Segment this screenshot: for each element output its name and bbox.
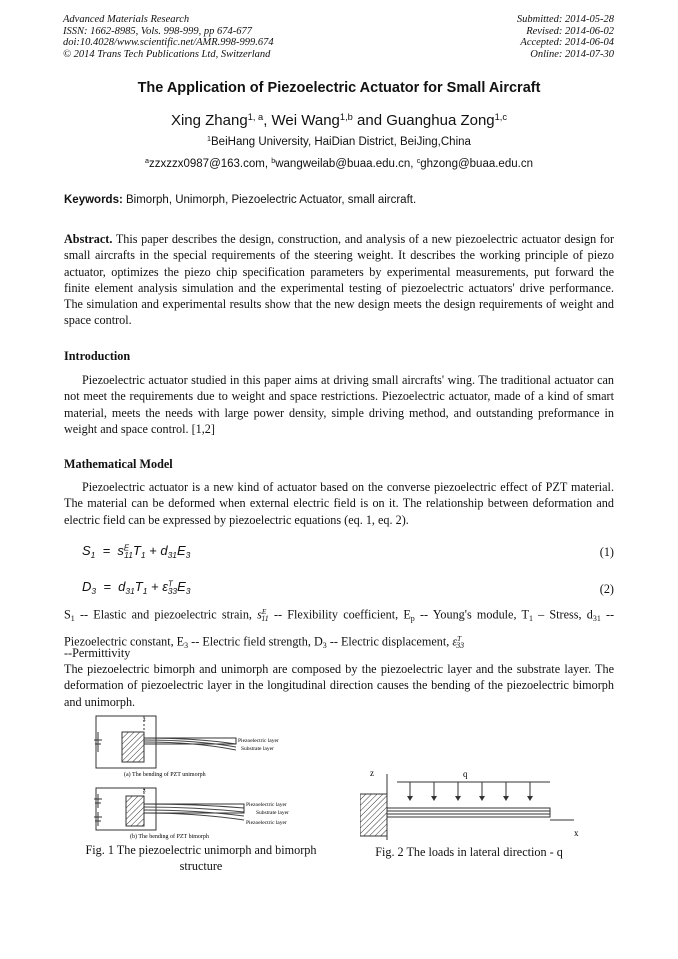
symbol-definitions: $S_1$ -- Elastic and piezoelectric strain, $s^E_{11}$ -- Flexibility coefficient, $E_p$ -- Young's module, $T_1$ – Stress, $d_{31}$ -- Piezoelectric constant, $E_3$ -- Electric field strength, $D_3$ -- Electric displacement, $\varepsilon^T_{33}$: [64, 607, 615, 651]
bimorph-axis-z: z: [143, 788, 146, 794]
load-arrows: [407, 782, 533, 801]
fig2-diagram: [360, 760, 590, 842]
paper-title: The Application of Piezoelectric Actuator for Small Aircraft: [137, 80, 541, 96]
keywords: [64, 194, 616, 206]
abstract: [64, 231, 614, 329]
dates-info: [517, 14, 614, 60]
def-strain: -- Elastic and piezoelectric strain,: [79, 607, 252, 622]
equation-1: $S_1 = s^E_{11}T_1 + d_{31}E_3$: [82, 543, 191, 560]
def-piezo-constant: -- Piezoelectric constant, E: [64, 607, 615, 649]
intro-text: Piezoelectric actuator studied in this paper aims at driving small aircrafts' wing. The traditional actuator can not meet the requirements due to weight and space restrictions. Piezoelectric actuator, made of a kind of smart material, meets the needs with large power density, simple driving method, and outstanding preformance in weight and space control. [1,2]: [64, 373, 614, 436]
email-separator: ,: [264, 158, 272, 170]
email-sup: a: [145, 157, 149, 166]
bimorph-diagram: [94, 788, 289, 840]
bimorph-piezo-label-bottom: Piezoelectric layer: [246, 820, 287, 826]
submitted-date: Submitted: 2014-05-28: [516, 14, 614, 25]
fig1b-caption: (b) The bending of PZT bimorph: [130, 834, 209, 840]
unimorph-diagram: [94, 716, 279, 778]
math-heading: Mathematical Model: [64, 457, 173, 471]
author-name: Guanghua Zong: [386, 112, 495, 129]
email-link[interactable]: zzxzzx0987@163.com: [148, 158, 265, 170]
fig1-caption: Fig. 1 The piezoelectric unimorph and bimorph structure: [85, 843, 317, 873]
accepted-date: Accepted: 2014-06-04: [520, 37, 614, 49]
unimorph-piezo-label: Piezoelectric layer: [238, 738, 279, 744]
fig2-axis-z: z: [370, 768, 374, 778]
fig2-load-label: q: [463, 769, 468, 779]
doi: doi:10.4028/www.scientific.net/AMR.998-999.674: [63, 37, 274, 49]
def-field: -- Electric field strength, D: [191, 634, 323, 649]
math-text-2: The piezoelectric bimorph and unimorph are composed by the piezoelectric layer and the substrate layer. The deformation of piezoelectric layer in the longitudinal direction causes the bending of the piezoelectric bimorph and unimorph.: [64, 662, 614, 709]
abstract-label: Abstract.: [64, 232, 113, 246]
revised-date: Revised: 2014-06-02: [526, 25, 614, 37]
abstract-text: This paper describes the design, construction, and analysis of a new piezoelectric actuator design for small aircrafts in the special requirements of the steering weight. It describes the working principle of piezo actuator, optimizes the piezo chip specification parameters by experimental measurements, put forward the finite element analysis simulation and the experimental testing of piezoelectric actuators' drive performance. The simulation and experimental results show that the new design meets the design requirements of weight and space control.: [64, 232, 615, 328]
math-text: Piezoelectric actuator is a new kind of actuator based on the converse piezoelectric effect of PZT material. The material can be deformed when external electric field is on it. The relationship between deformation and electric field can be expressed by piezoelectric equations (eq. 1, eq. 2).: [64, 480, 614, 527]
def-flexibility: -- Flexibility coefficient, E: [273, 607, 411, 622]
unimorph-axis-z: z: [143, 717, 146, 723]
bimorph-piezo-label-top: Piezoelectric layer: [246, 802, 287, 808]
email-link[interactable]: ghzong@buaa.edu.cn: [420, 158, 533, 170]
email-link[interactable]: wangweilab@buaa.edu.cn: [275, 158, 411, 170]
equation-2-number: (2): [599, 582, 614, 596]
author-sup: 1, a: [247, 111, 264, 122]
author-separator: and: [352, 112, 387, 129]
unimorph-substrate-label: Substrate layer: [241, 746, 274, 752]
online-date: Online: 2014-07-30: [530, 48, 614, 60]
fig2-caption: Fig. 2 The loads in lateral direction - q: [375, 845, 563, 859]
affiliation: [0, 136, 678, 148]
affiliation-sup: 1: [207, 135, 212, 144]
def-young: -- Young's module, T: [419, 607, 529, 622]
fig2-axis-x: x: [574, 828, 579, 838]
def-displacement: -- Electric displacement,: [329, 634, 450, 649]
email-sup: c: [416, 157, 421, 166]
email-sup: b: [271, 157, 276, 166]
journal-info: [63, 14, 274, 60]
email-list: [0, 158, 678, 170]
def-stress: – Stress,: [538, 607, 582, 622]
intro-heading: Introduction: [64, 349, 131, 363]
author-sup: 1,b: [339, 111, 353, 122]
equation-2: $D_3 = d_{31}T_1 + \varepsilon^T_{33}E_3$: [82, 579, 191, 596]
author-sup: 1,c: [494, 111, 508, 122]
def-permittivity: --Permittivity: [64, 646, 131, 660]
email-separator: ,: [410, 158, 417, 170]
issn: ISSN: 1662-8985, Vols. 998-999, pp 674-677: [63, 25, 252, 37]
author-separator: ,: [263, 112, 272, 129]
fig1a-caption: (a) The bending of PZT unimorph: [124, 772, 206, 778]
equation-1-number: (1): [599, 545, 614, 559]
journal-name: Advanced Materials Research: [63, 14, 190, 25]
author-name: Wei Wang: [271, 112, 340, 129]
fig1-diagram: [86, 712, 316, 842]
copyright: © 2014 Trans Tech Publications Ltd, Switzerland: [63, 48, 271, 60]
keywords-label: Keywords:: [64, 194, 123, 206]
keywords-text: Bimorph, Unimorph, Piezoelectric Actuator, small aircraft.: [126, 194, 417, 206]
bimorph-substrate-label: Substrate layer: [256, 810, 289, 816]
affiliation-text: BeiHang University, HaiDian District, BeiJing,China: [211, 136, 471, 148]
author-list: [0, 112, 678, 129]
author-name: Xing Zhang: [170, 112, 248, 129]
